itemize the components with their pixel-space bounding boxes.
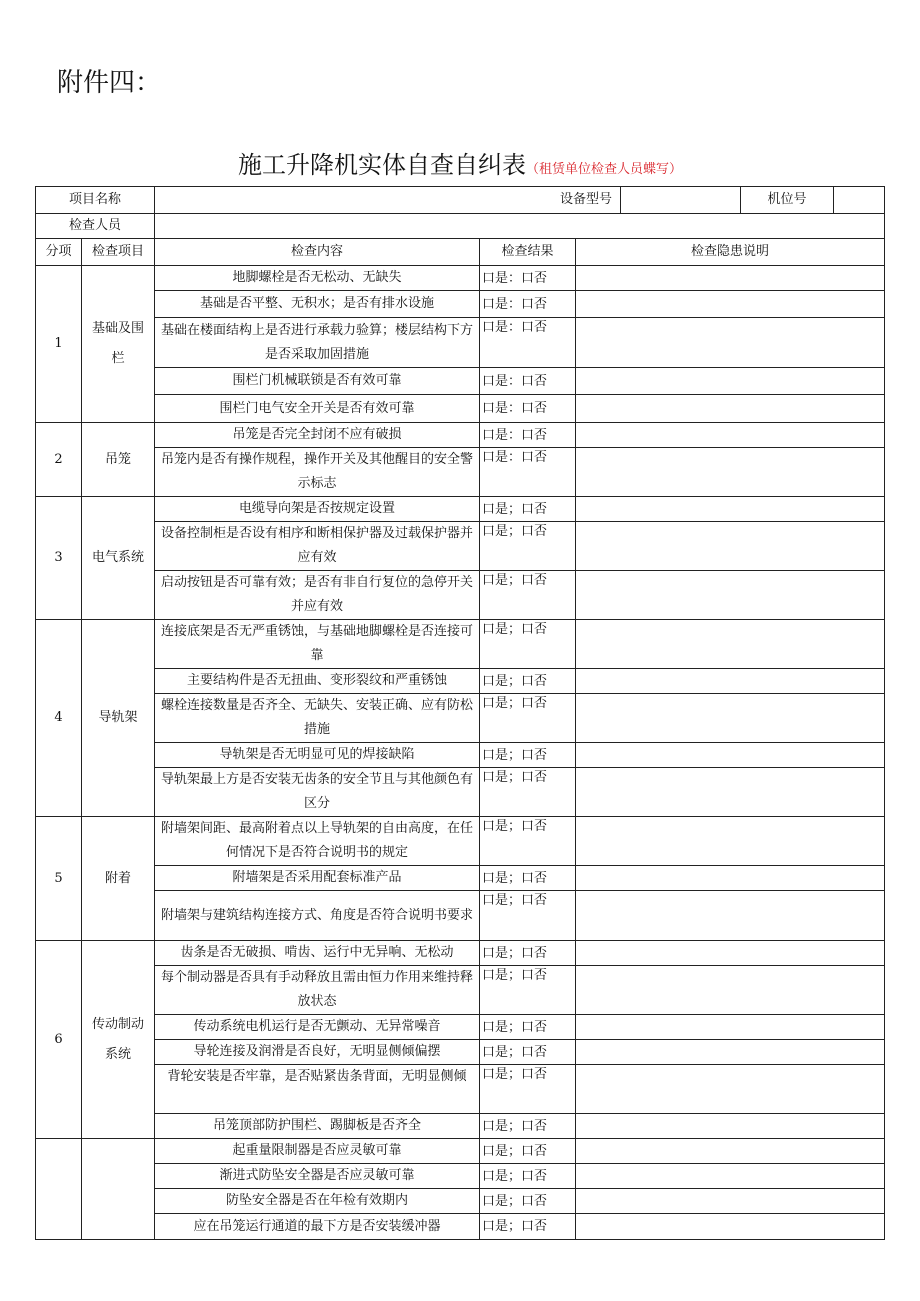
check-content: 附墙架间距、最高附着点以上导轨架的自由高度，在任何情况下是否符合说明书的规定	[155, 817, 480, 866]
check-result[interactable]: 口是；口否	[480, 1065, 576, 1114]
check-content: 渐进式防坠安全器是否应灵敏可靠	[155, 1164, 480, 1189]
attachment-label: 附件四：	[57, 68, 162, 98]
check-result[interactable]: 口是；口否	[480, 669, 576, 694]
hazard-note[interactable]	[576, 817, 885, 866]
check-result[interactable]: 口是：口否	[480, 266, 576, 291]
check-content: 附墙架与建筑结构连接方式、角度是否符合说明书要求	[155, 891, 480, 941]
section-no: 2	[36, 423, 82, 497]
check-content: 附墙架是否采用配套标准产品	[155, 866, 480, 891]
document-title	[0, 145, 920, 180]
hazard-note[interactable]	[576, 497, 885, 522]
check-result[interactable]: 口是：口否	[480, 448, 576, 497]
check-content: 电缆导向架是否按规定设置	[155, 497, 480, 522]
hazard-note[interactable]	[576, 694, 885, 743]
section-no: 4	[36, 620, 82, 817]
section-no	[36, 1139, 82, 1240]
check-result[interactable]: 口是；口否	[480, 1189, 576, 1214]
check-content: 导轨架最上方是否安装无齿条的安全节且与其他颜色有区分	[155, 768, 480, 817]
hazard-note[interactable]	[576, 522, 885, 571]
check-result[interactable]: 口是；口否	[480, 768, 576, 817]
check-result[interactable]: 口是；口否	[480, 743, 576, 768]
check-result[interactable]: 口是：口否	[480, 368, 576, 395]
check-result[interactable]: 口是；口否	[480, 941, 576, 966]
hazard-note[interactable]	[576, 1040, 885, 1065]
check-content: 基础是否平整、无积水；是否有排水设施	[155, 291, 480, 318]
check-content: 螺栓连接数量是否齐全、无缺失、安装正确、应有防松措施	[155, 694, 480, 743]
equipment-model-field[interactable]	[620, 187, 741, 213]
check-content: 基础在楼面结构上是否进行承载力验算；楼层结构下方是否采取加固措施	[155, 318, 480, 368]
hazard-note[interactable]	[576, 620, 885, 669]
check-result[interactable]: 口是：口否	[480, 291, 576, 318]
check-result[interactable]: 口是；口否	[480, 1164, 576, 1189]
inspector-label: 检查人员	[36, 214, 155, 239]
section-name: 电气系统	[82, 497, 155, 620]
hazard-note[interactable]	[576, 1164, 885, 1189]
check-content: 吊笼内是否有操作规程，操作开关及其他醒目的安全警示标志	[155, 448, 480, 497]
hazard-note[interactable]	[576, 891, 885, 941]
check-content: 齿条是否无破损、啃齿、运行中无异响、无松动	[155, 941, 480, 966]
check-result[interactable]: 口是；口否	[480, 1015, 576, 1040]
header-result: 检查结果	[480, 239, 576, 266]
check-result[interactable]: 口是：口否	[480, 395, 576, 423]
section-name: 传动制动系统	[82, 941, 155, 1139]
hazard-note[interactable]	[576, 368, 885, 395]
section-no: 1	[36, 266, 82, 423]
section-no: 3	[36, 497, 82, 620]
check-result[interactable]: 口是；口否	[480, 1114, 576, 1139]
check-result[interactable]: 口是；口否	[480, 866, 576, 891]
position-no-label: 机位号	[767, 192, 807, 207]
check-content: 围栏门电气安全开关是否有效可靠	[155, 395, 480, 423]
check-result[interactable]: 口是；口否	[480, 1214, 576, 1240]
hazard-note[interactable]	[576, 423, 885, 448]
equipment-model-label: 设备型号	[560, 192, 613, 207]
check-result[interactable]: 口是；口否	[480, 891, 576, 941]
check-content: 背轮安装是否牢靠，是否贴紧齿条背面，无明显侧倾	[155, 1065, 480, 1114]
check-content: 围栏门机械联锁是否有效可靠	[155, 368, 480, 395]
check-content: 吊笼顶部防护围栏、踢脚板是否齐全	[155, 1114, 480, 1139]
hazard-note[interactable]	[576, 291, 885, 318]
section-name: 附着	[82, 817, 155, 941]
section-name: 吊笼	[82, 423, 155, 497]
check-content: 导轨架是否无明显可见的焊接缺陷	[155, 743, 480, 768]
hazard-note[interactable]	[576, 1065, 885, 1114]
check-result[interactable]: 口是；口否	[480, 1040, 576, 1065]
check-result[interactable]: 口是；口否	[480, 966, 576, 1015]
hazard-note[interactable]	[576, 318, 885, 368]
inspector-field[interactable]	[155, 214, 885, 239]
hazard-note[interactable]	[576, 448, 885, 497]
section-name: 基础及围栏	[82, 266, 155, 423]
hazard-note[interactable]	[576, 966, 885, 1015]
check-content: 设备控制柜是否设有相序和断相保护器及过载保护器并应有效	[155, 522, 480, 571]
check-content: 起重量限制器是否应灵敏可靠	[155, 1139, 480, 1164]
header-content: 检查内容	[155, 239, 480, 266]
hazard-note[interactable]	[576, 1214, 885, 1240]
hazard-note[interactable]	[576, 669, 885, 694]
inspection-table	[35, 186, 885, 1240]
check-result[interactable]: 口是；口否	[480, 620, 576, 669]
check-content: 吊笼是否完全封闭不应有破损	[155, 423, 480, 448]
check-result[interactable]: 口是；口否	[480, 694, 576, 743]
check-result[interactable]: 口是；口否	[480, 1139, 576, 1164]
project-name-label: 项目名称	[36, 187, 155, 214]
hazard-note[interactable]	[576, 941, 885, 966]
header-hazard: 检查隐患说明	[576, 239, 885, 266]
check-content: 主要结构件是否无扭曲、变形裂纹和严重锈蚀	[155, 669, 480, 694]
section-name: 导轨架	[82, 620, 155, 817]
hazard-note[interactable]	[576, 266, 885, 291]
section-no: 5	[36, 817, 82, 941]
header-item-no: 分项	[36, 239, 82, 266]
hazard-note[interactable]	[576, 743, 885, 768]
check-content: 防坠安全器是否在年检有效期内	[155, 1189, 480, 1214]
hazard-note[interactable]	[576, 1189, 885, 1214]
title-note: （租赁单位检查人员蝶写）	[525, 162, 682, 177]
check-content: 传动系统电机运行是否无颤动、无异常噪音	[155, 1015, 480, 1040]
section-name	[82, 1139, 155, 1240]
check-content: 导轮连接及润滑是否良好，无明显侧倾偏摆	[155, 1040, 480, 1065]
hazard-note[interactable]	[576, 1114, 885, 1139]
check-result[interactable]: 口是：口否	[480, 423, 576, 448]
check-content: 应在吊笼运行通道的最下方是否安装缓冲器	[155, 1214, 480, 1240]
hazard-note[interactable]	[576, 1139, 885, 1164]
check-result[interactable]: 口是；口否	[480, 571, 576, 620]
check-content: 地脚螺栓是否无松动、无缺失	[155, 266, 480, 291]
check-content: 每个制动器是否具有手动释放且需由恒力作用来维持释放状态	[155, 966, 480, 1015]
hazard-note[interactable]	[576, 768, 885, 817]
check-content: 启动按钮是否可靠有效；是否有非自行复位的急停开关并应有效	[155, 571, 480, 620]
check-result[interactable]: 口是；口否	[480, 497, 576, 522]
hazard-note[interactable]	[576, 1015, 885, 1040]
hazard-note[interactable]	[576, 866, 885, 891]
position-no-field[interactable]	[833, 187, 884, 213]
hazard-note[interactable]	[576, 571, 885, 620]
check-content: 连接底架是否无严重锈蚀，与基础地脚螺栓是否连接可靠	[155, 620, 480, 669]
check-result[interactable]: 口是；口否	[480, 817, 576, 866]
check-result[interactable]: 口是；口否	[480, 522, 576, 571]
hazard-note[interactable]	[576, 395, 885, 423]
header-item: 检查项目	[82, 239, 155, 266]
title-main: 施工升降机实体自查自纠表	[237, 151, 526, 179]
section-no: 6	[36, 941, 82, 1139]
check-result[interactable]: 口是：口否	[480, 318, 576, 368]
